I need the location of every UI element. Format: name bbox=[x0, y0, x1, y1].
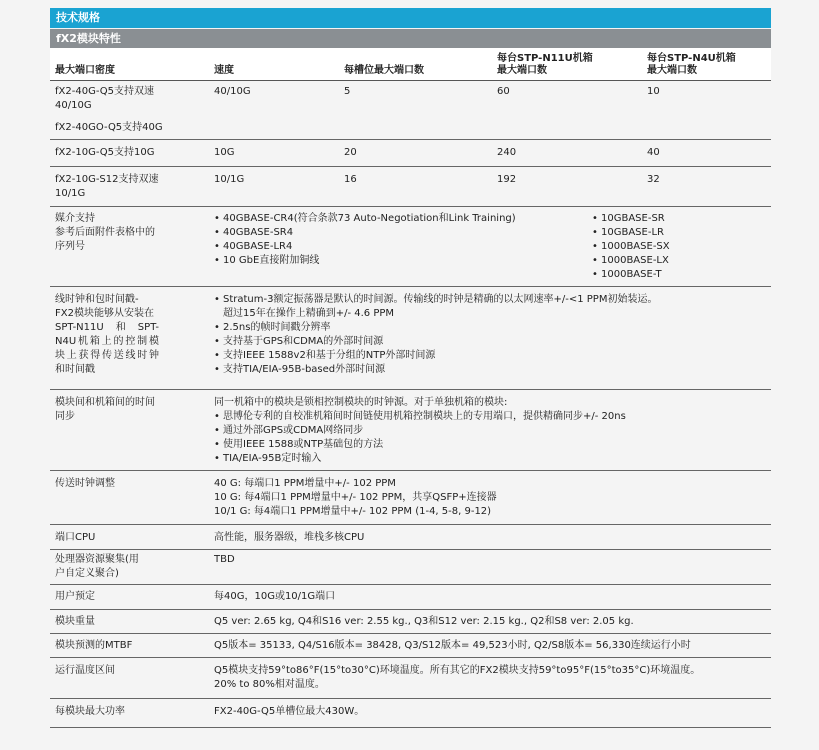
table-row bbox=[50, 81, 771, 140]
list-item: • 使用IEEE 1588或NTP基础包的方法 bbox=[214, 438, 767, 452]
per-slot-cell: 20 bbox=[339, 140, 492, 167]
n11u-cell: 60 bbox=[497, 86, 510, 97]
table-row bbox=[50, 610, 771, 634]
list-item: • 支持TIA/EIA-95B-based外部时间源 bbox=[214, 363, 767, 377]
row-label: fX2-40G-Q5支持双速 40/10G fX2-40GO-Q5支持40G bbox=[55, 86, 163, 133]
row-label: 运行温度区间 bbox=[50, 658, 209, 699]
section-title: 技术规格 bbox=[50, 8, 771, 28]
header-n11u-line1: 每台STP-N11U机箱 bbox=[497, 53, 593, 64]
list-item: • 40GBASE-LR4 bbox=[214, 240, 592, 254]
table-row bbox=[50, 525, 771, 550]
row-label: 处理器资源聚集(用 户自定义聚合) bbox=[50, 550, 209, 585]
table-row bbox=[50, 390, 771, 471]
header-ports-per-slot: 每槽位最大端口数 bbox=[344, 65, 424, 76]
list-item: • 支持IEEE 1588v2和基于分组的NTP外部时间源 bbox=[214, 349, 767, 363]
table-row bbox=[50, 699, 771, 728]
row-label: 端口CPU bbox=[50, 525, 209, 550]
n4u-cell: 40 bbox=[642, 140, 771, 167]
speed-cell: 10/1G bbox=[209, 167, 339, 207]
value-cell: Q5 ver: 2.65 kg, Q4和S16 ver: 2.55 kg., Q3和S12 ver: 2.15 kg., Q2和S8 ver: 2.05 kg. bbox=[209, 610, 771, 634]
header-n4u-line2: 最大端口数 bbox=[647, 65, 697, 76]
subsection-title: fX2模块特性 bbox=[50, 29, 771, 48]
temperature-cell: Q5模块支持59°to86°F(15°to30°C)环境温度。所有其它的FX2模块支持59°to95°F(15°to35°C)环境温度。 20% to 80%相对温度。 bbox=[209, 658, 771, 699]
media-support-cell bbox=[209, 207, 771, 287]
row-label: 线时钟和包时间戳- FX2模块能够从安装在 SPT-N11U和SPT- N4U机箱上的控制模 块上获得传送线时钟 和时间戳 bbox=[50, 287, 209, 390]
spec-page bbox=[50, 8, 771, 728]
n4u-cell: 32 bbox=[642, 167, 771, 207]
list-item: • 思博伦专利的自校准机箱间时间链使用机箱控制模块上的专用端口，提供精确同步+/- 20ns bbox=[214, 410, 767, 424]
clock-list bbox=[214, 293, 767, 377]
row-label: 媒介支持 参考后面附件表格中的 序列号 bbox=[50, 207, 209, 287]
row-label: 模块预测的MTBF bbox=[50, 634, 209, 658]
media-list-left bbox=[214, 212, 592, 282]
list-item: • 1000BASE-T bbox=[592, 268, 767, 282]
list-item: • 10GBASE-SR bbox=[592, 212, 767, 226]
header-n11u bbox=[497, 53, 593, 77]
table-header bbox=[50, 48, 771, 81]
list-item: • 1000BASE-LX bbox=[592, 254, 767, 268]
table-row bbox=[50, 634, 771, 658]
list-item: • 1000BASE-SX bbox=[592, 240, 767, 254]
row-label: 模块重量 bbox=[50, 610, 209, 634]
value-cell: 每40G，10G或10/1G端口 bbox=[209, 585, 771, 610]
spec-table bbox=[50, 81, 771, 728]
sync-intro: 同一机箱中的模块是锁相控制模块的时钟源。对于单独机箱的模块: bbox=[214, 397, 508, 408]
speed-cell: 40/10G bbox=[214, 86, 251, 97]
per-slot-cell: 16 bbox=[339, 167, 492, 207]
row-label: 模块间和机箱间的时间 同步 bbox=[50, 390, 209, 471]
row-label: fX2-10G-Q5支持10G bbox=[50, 140, 209, 167]
table-row bbox=[50, 287, 771, 390]
list-item: • 支持基于GPS和CDMA的外部时间源 bbox=[214, 335, 767, 349]
header-n11u-line2: 最大端口数 bbox=[497, 65, 547, 76]
row-label: 传送时钟调整 bbox=[50, 471, 209, 525]
header-n4u bbox=[647, 53, 736, 77]
header-speed: 速度 bbox=[214, 65, 234, 76]
table-row bbox=[50, 658, 771, 699]
clock-cell bbox=[209, 287, 771, 390]
tx-clock-cell: 40 G: 每端口1 PPM增量中+/- 102 PPM 10 G: 每4端口1 PPM增量中+/- 102 PPM，共享QSFP+连接器 10/1 G: 每4端口1 PPM增量中+/- 102 PPM (1-4, 5-8, 9-12) bbox=[209, 471, 771, 525]
list-item: • TIA/EIA-95B定时输入 bbox=[214, 452, 767, 466]
table-row bbox=[50, 207, 771, 287]
list-item: • 通过外部GPS或CDMA网络同步 bbox=[214, 424, 767, 438]
speed-cell: 10G bbox=[209, 140, 339, 167]
n4u-cell: 10 bbox=[647, 86, 660, 97]
n11u-cell: 240 bbox=[492, 140, 642, 167]
list-item: • 40GBASE-CR4(符合条款73 Auto-Negotiation和Link Training) bbox=[214, 212, 592, 226]
list-item: • 40GBASE-SR4 bbox=[214, 226, 592, 240]
value-cell: Q5版本= 35133, Q4/S16版本= 38428, Q3/S12版本= 49,523小时, Q2/S8版本= 56,330连续运行小时 bbox=[209, 634, 771, 658]
value-cell: FX2-40G-Q5单槽位最大430W。 bbox=[209, 699, 771, 728]
sync-list bbox=[214, 410, 767, 466]
table-row bbox=[50, 167, 771, 207]
per-slot-cell: 5 bbox=[344, 86, 351, 97]
media-list-right bbox=[592, 212, 767, 282]
n11u-cell: 192 bbox=[492, 167, 642, 207]
table-row bbox=[50, 550, 771, 585]
row-label: 每模块最大功率 bbox=[50, 699, 209, 728]
list-item: • 2.5ns的帧时间戳分辨率 bbox=[214, 321, 767, 335]
table-row bbox=[50, 471, 771, 525]
list-item: • 10GBASE-LR bbox=[592, 226, 767, 240]
sync-cell bbox=[209, 390, 771, 471]
list-item: • 10 GbE直接附加铜线 bbox=[214, 254, 592, 268]
value-cell: 高性能，服务器级，堆栈多核CPU bbox=[209, 525, 771, 550]
value-cell: TBD bbox=[209, 550, 771, 585]
table-row bbox=[50, 140, 771, 167]
header-n4u-line1: 每台STP-N4U机箱 bbox=[647, 53, 736, 64]
row-label: fX2-10G-S12支持双速 10/1G bbox=[50, 167, 209, 207]
row-label: 用户预定 bbox=[50, 585, 209, 610]
list-item: • Stratum-3额定振荡器是默认的时间源。传输线的时钟是精确的以太网速率+/-<1 PPM初始装运。 超过15年在操作上精确到+/- 4.6 PPM bbox=[214, 293, 767, 321]
table-row bbox=[50, 585, 771, 610]
header-max-port-density: 最大端口密度 bbox=[55, 65, 115, 76]
